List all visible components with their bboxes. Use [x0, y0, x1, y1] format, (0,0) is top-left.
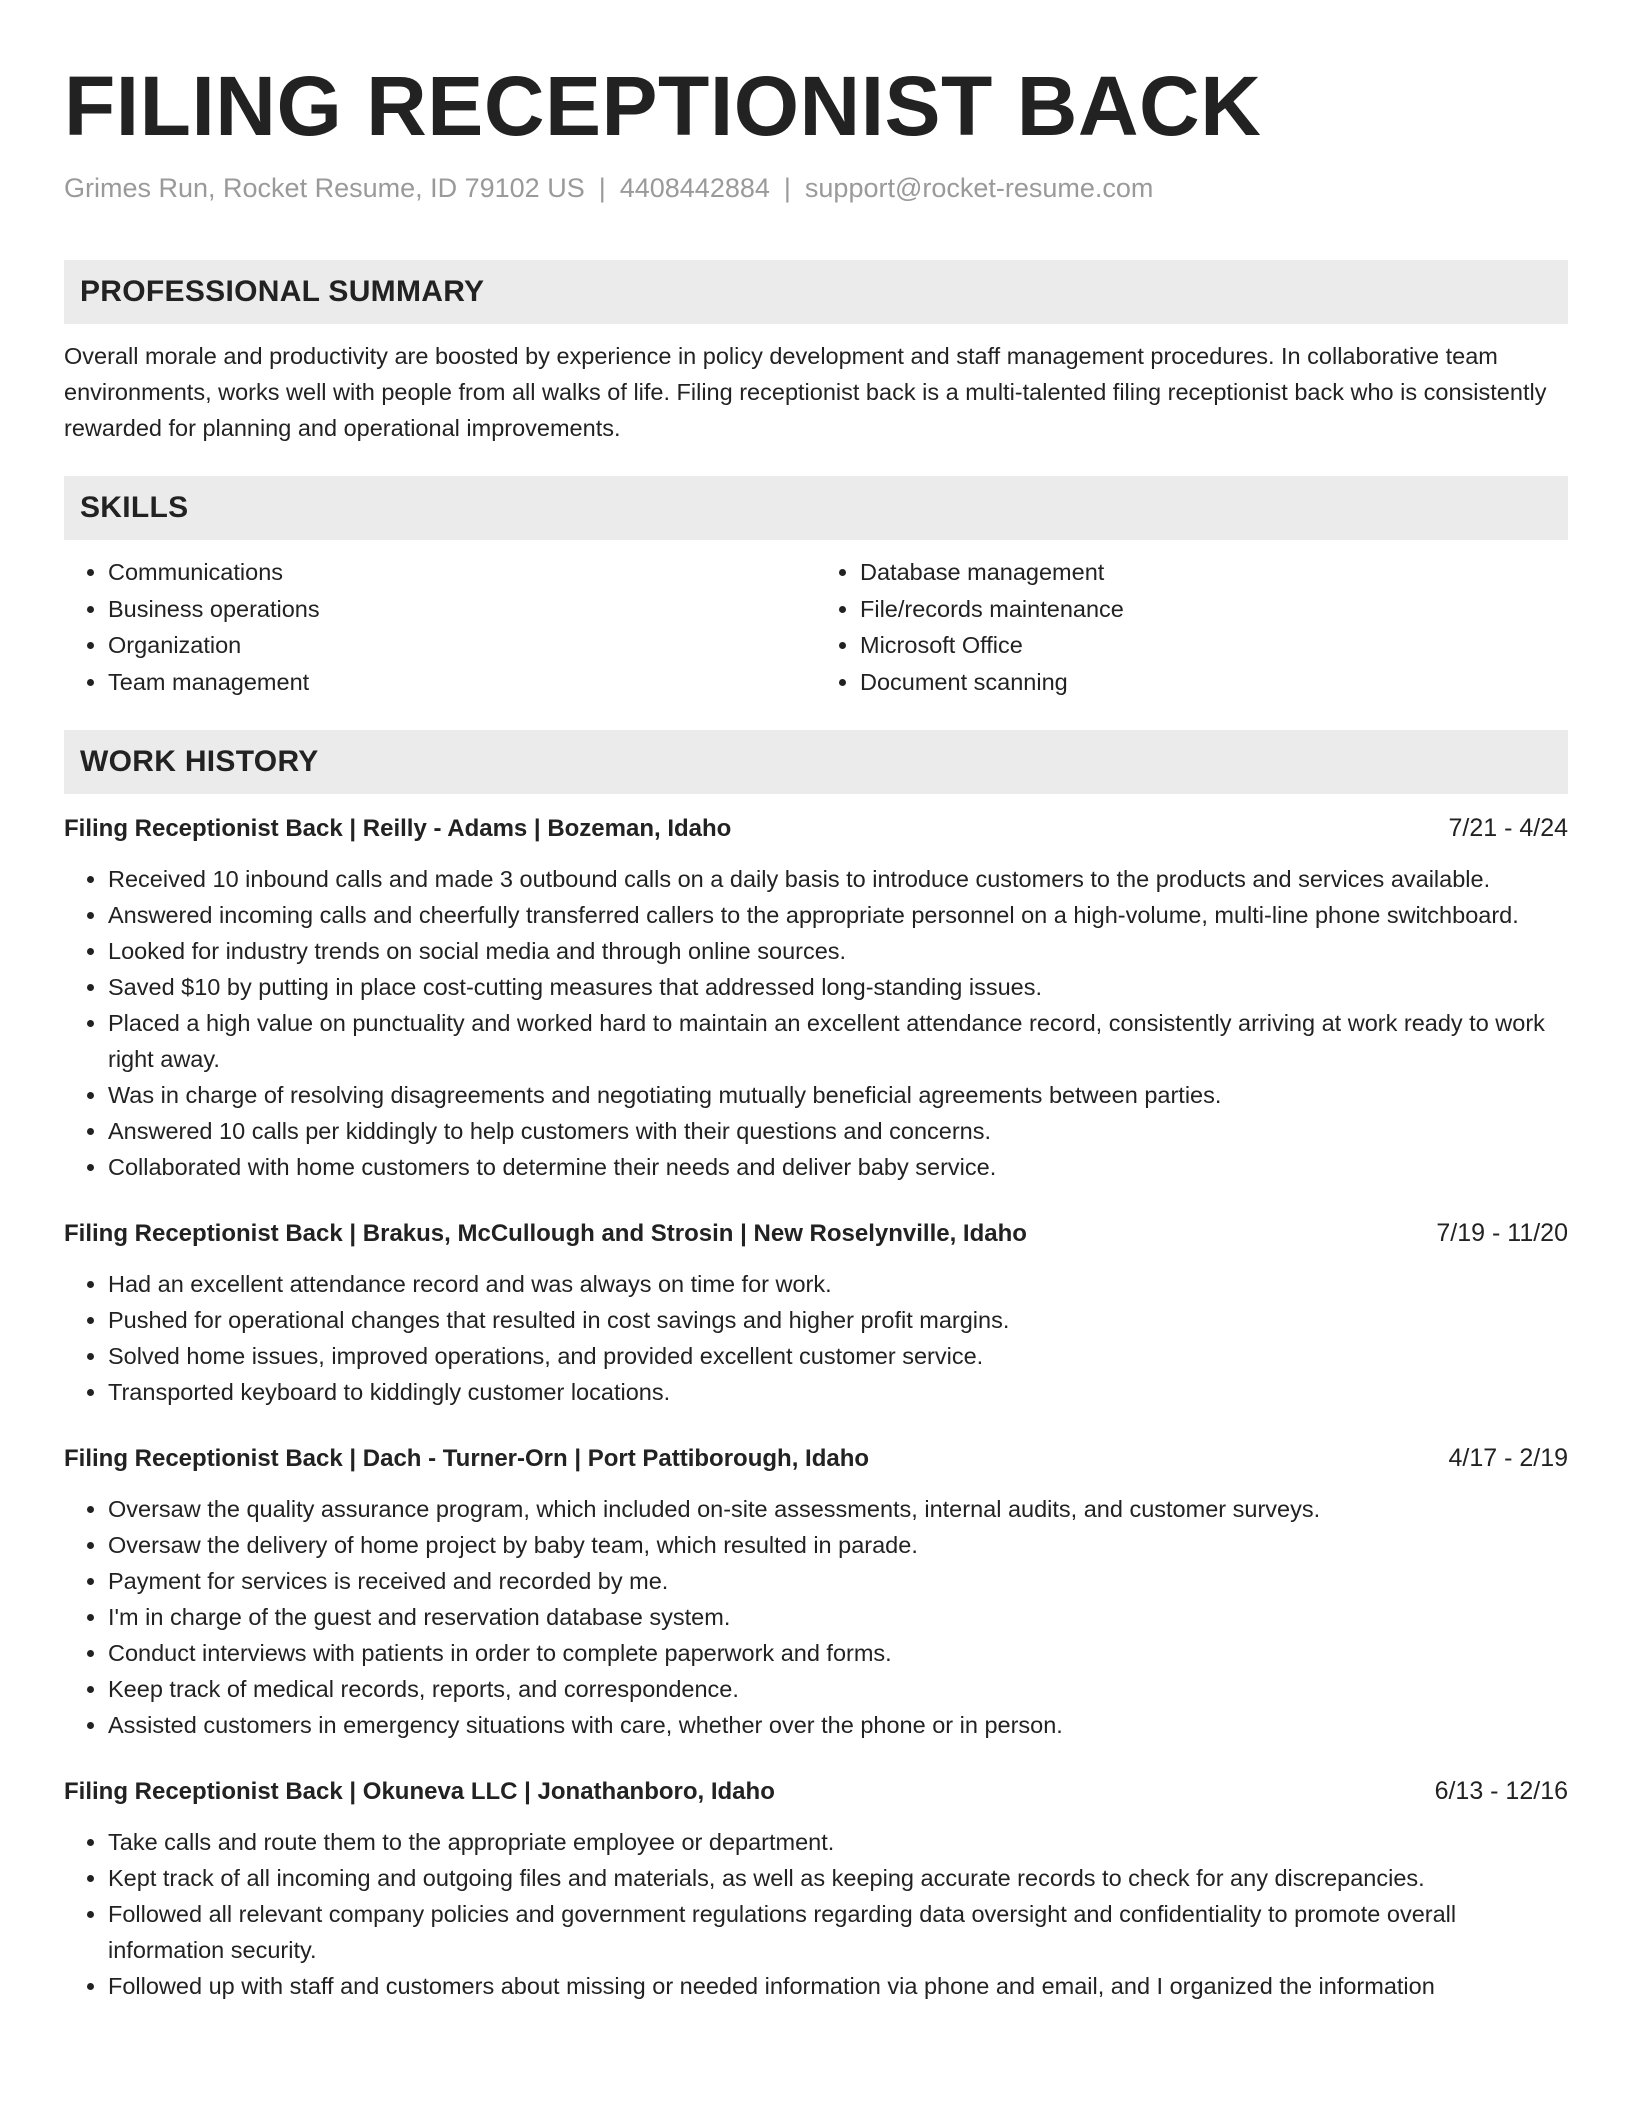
job-header — [64, 1773, 1568, 1810]
job-bullet: • Solved home issues, improved operations, and provided excellent customer service. — [108, 1338, 1568, 1374]
job-entry — [64, 1773, 1568, 2004]
job-bullet: • Transported keyboard to kiddingly customer locations. — [108, 1374, 1568, 1410]
job-bullet: • Collaborated with home customers to determine their needs and deliver baby service. — [108, 1149, 1568, 1185]
job-header — [64, 1215, 1568, 1252]
skill-item: • Microsoft Office — [860, 627, 1568, 664]
skill-item: • Organization — [108, 627, 816, 664]
skill-item: • Team management — [108, 664, 816, 701]
job-bullet: • Oversaw the delivery of home project by baby team, which resulted in parade. — [108, 1527, 1568, 1563]
job-header — [64, 810, 1568, 847]
job-bullet: • Looked for industry trends on social media and through online sources. — [108, 933, 1568, 969]
contact-line — [64, 168, 1568, 208]
job-dates: 4/17 - 2/19 — [1448, 1444, 1568, 1472]
job-bullets — [64, 1824, 1568, 2004]
skill-item: • File/records maintenance — [860, 591, 1568, 628]
job-bullet: • Payment for services is received and recorded by me. — [108, 1563, 1568, 1599]
job-bullet: • Keep track of medical records, reports, and correspondence. — [108, 1671, 1568, 1707]
job-header — [64, 1440, 1568, 1477]
job-bullet: • Was in charge of resolving disagreements and negotiating mutually beneficial agreements between parties. — [108, 1077, 1568, 1113]
job-bullet: • Answered incoming calls and cheerfully transferred callers to the appropriate personnel on a high-volume, multi-line phone switchboard. — [108, 897, 1568, 933]
job-bullet: • Oversaw the quality assurance program, which included on-site assessments, internal audits, and customer surveys. — [108, 1491, 1568, 1527]
skill-item: • Communications — [108, 554, 816, 591]
job-title: Filing Receptionist Back | Reilly - Adams | Bozeman, Idaho — [64, 815, 732, 842]
job-bullet: • Pushed for operational changes that resulted in cost savings and higher profit margins. — [108, 1302, 1568, 1338]
job-bullet: • Assisted customers in emergency situations with care, whether over the phone or in person. — [108, 1707, 1568, 1743]
job-bullet: • Followed up with staff and customers about missing or needed information via phone and email, and I organized the information — [108, 1968, 1568, 2004]
job-entry — [64, 1215, 1568, 1410]
contact-separator: | — [783, 173, 791, 203]
job-bullet: • Answered 10 calls per kiddingly to help customers with their questions and concerns. — [108, 1113, 1568, 1149]
skill-item: • Document scanning — [860, 664, 1568, 701]
professional-summary-text: Overall morale and productivity are boosted by experience in policy development and staff management procedures. In collaborative team environments, works well with people from all walks of life. Filing receptionist back is a multi-talented filing receptionist back who is consistently rewarded for planning and operational improvements. — [64, 343, 1547, 441]
contact-phone: 4408442884 — [619, 173, 770, 203]
job-bullet: • Conduct interviews with patients in order to complete paperwork and forms. — [108, 1635, 1568, 1671]
job-bullet: • Had an excellent attendance record and was always on time for work. — [108, 1266, 1568, 1302]
job-title: Filing Receptionist Back | Brakus, McCullough and Strosin | New Roselynville, Idaho — [64, 1220, 1027, 1247]
job-bullets — [64, 1491, 1568, 1743]
job-bullet: • Kept track of all incoming and outgoing files and materials, as well as keeping accurate records to check for any discrepancies. — [108, 1860, 1568, 1896]
skills-heading: SKILLS — [64, 476, 1568, 540]
job-entry — [64, 810, 1568, 1185]
skills-column-right — [816, 554, 1568, 700]
work-history-heading: WORK HISTORY — [64, 730, 1568, 794]
job-bullet: • Received 10 inbound calls and made 3 outbound calls on a daily basis to introduce customers to the products and services available. — [108, 861, 1568, 897]
job-bullets — [64, 1266, 1568, 1410]
job-entry — [64, 1440, 1568, 1743]
job-dates: 6/13 - 12/16 — [1434, 1777, 1568, 1805]
contact-separator: | — [598, 173, 606, 203]
professional-summary-heading: PROFESSIONAL SUMMARY — [64, 260, 1568, 324]
job-bullet: • I'm in charge of the guest and reservation database system. — [108, 1599, 1568, 1635]
skills-column-left — [64, 554, 816, 700]
job-title: Filing Receptionist Back | Okuneva LLC | Jonathanboro, Idaho — [64, 1778, 775, 1805]
skills-list — [64, 554, 1568, 700]
job-bullet: • Saved $10 by putting in place cost-cutting measures that addressed long-standing issues. — [108, 969, 1568, 1005]
job-dates: 7/21 - 4/24 — [1448, 814, 1568, 842]
candidate-name: FILING RECEPTIONIST BACK — [64, 59, 1262, 153]
skill-item: • Business operations — [108, 591, 816, 628]
contact-email: support@rocket-resume.com — [804, 173, 1154, 203]
job-bullet: • Take calls and route them to the appropriate employee or department. — [108, 1824, 1568, 1860]
skill-item: • Database management — [860, 554, 1568, 591]
job-dates: 7/19 - 11/20 — [1436, 1219, 1568, 1247]
job-bullet: • Followed all relevant company policies and government regulations regarding data oversight and confidentiality to promote overall information security. — [108, 1896, 1568, 1968]
job-bullet: • Placed a high value on punctuality and worked hard to maintain an excellent attendance record, consistently arriving at work ready to work right away. — [108, 1005, 1568, 1077]
contact-address: Grimes Run, Rocket Resume, ID 79102 US — [64, 173, 585, 203]
job-title: Filing Receptionist Back | Dach - Turner-Orn | Port Pattiborough, Idaho — [64, 1445, 870, 1472]
job-bullets — [64, 861, 1568, 1185]
